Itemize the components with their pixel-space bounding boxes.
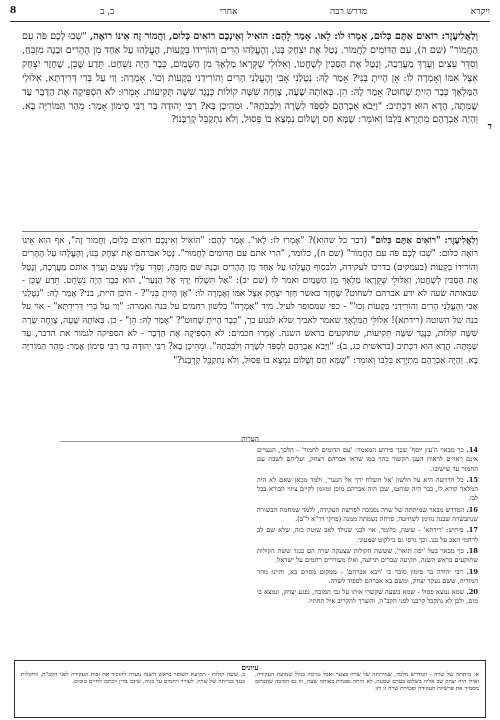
footnotes bbox=[22, 446, 478, 659]
insights-title: עיונים bbox=[241, 663, 259, 672]
header-section: כ, ב bbox=[100, 7, 115, 17]
insights-paragraph: א. מיתתה של שרה - המדרש מלמד, שמיתתה של שרה בצער ואבל נגרמה בגלל שמועת העקידה, ואילו היה יצחק שב אליה בשלום בטרם שמעה, לא היתה נפטרת באותה שעה, וזו גם הסיבה שהכתוב מסמיך את פרשיות העקידה ופטירת שרה זו לזו. bbox=[255, 672, 479, 693]
header-parasha: אחרי bbox=[220, 7, 238, 17]
section-divider bbox=[22, 231, 478, 232]
footnote-text: רבי יהודה בר סימון סובר כי 'ויבא אברהם' - ממקום מסוים בא, והיינו מהר המוריה, ששם נעקד יצחק, ומשם בא אברהם לספוד לשרה. bbox=[257, 567, 478, 585]
footnote bbox=[257, 446, 478, 474]
running-header bbox=[10, 6, 490, 20]
footnote-text: שמא נמצא פסול - שמא בשעה שקשרו אותו על גבי המזבח, נפגע יצחק, ונמצא בו מום, ולכן לא נתקבל קרבנו לפני הקב"ה, והוצרך להקריב איל תחתיו. bbox=[257, 588, 478, 606]
notes-heading: הערות bbox=[241, 435, 259, 443]
header-rule bbox=[10, 21, 490, 22]
footnote-number: 18. bbox=[466, 546, 478, 555]
footnote bbox=[257, 547, 478, 566]
page-number: 8 bbox=[10, 6, 17, 16]
header-book: ויקרא bbox=[470, 7, 490, 17]
commentary bbox=[22, 235, 478, 432]
main-text-body: "שְׁבוּ לָכֶם פֹּה עִם הַחֲמוֹר" (שם ה), עִם הַדּוֹמִים לַחֲמוֹר. נָטַל אֶת יִצְחָק בְּנוֹ, וְהֶעֱלָהוּ הָרִים וְהוֹרִידוֹ בְּקָעוֹת, הֶעֱלָהוּ עַל אַחַד מִן הֶהָרִים וּבָנָה מִזְבֵּחַ, וְסִדֵּר עֵצִים וְעָרַךְ מַעֲרָכָה, וְנָטַל אֶת הַסַּכִּין לְשָׁחֳטוֹ, וְאִלּוּלֵי שֶׁקְּרָאוֹ מַלְאָךְ מִן הַשָּׁמַיִם, כְּבָר הָיָה נִשְׁחָט. תֵּדַע שֶׁכֵּן, שֶׁחָזַר יִצְחָק אֵצֶל אִמּוֹ וְאָמְרָה לוֹ: אָן הָיִיתָ בְּנִי? אָמַר לָהּ: נְטָלַנִי אָבִי וְהֶעֱלַנִי הָרִים וְהוֹרִידַנִי בְּקָעוֹת וְכוּ'. אָמְרָה: וַוי עַל בְּרִי דְּרִידְתָּא, אִלּוּלֵי הַמַּלְאָךְ כְּבָר הָיִיתָ שָׁחוּט? אָמַר לָהּ: הֵן. בְּאוֹתָהּ שָׁעָה, צָוְחָה שִׁשָּׁה קוֹלוֹת כְּנֶגֶד שִׁשָּׁה תְּקִיעוֹת. אָמְרוּ: לֹא הִסְפִּיקָה אֶת הַדָּבָר עַד שֶׁמֵּתָה, הֲדָא הוּא דִכְתִיב: "וַיָּבֹא אַבְרָהָם לִסְפֹּד לְשָׂרָה וְלִבְכֹּתָהּ". וּמֵהֵיכָן בָּא? רַבִּי יְהוּדָה בַּר רַבִּי סִימוֹן אָמַר: מֵהַר הַמּוֹרִיָּה בָּא. וְהָיָה אַבְרָהָם מִתְיָרֵא בִּלְבּוֹ וְאוֹמֵר: שֶׁמָּא חַס וְשָׁלוֹם נִמְצָא בוֹ פְּסוּל, וְלֹא נִתְקַבֵּל קָרְבָּנוֹ? bbox=[22, 31, 478, 126]
notes-rule bbox=[60, 441, 440, 442]
footnote-text: כך מבאר בעל 'יפה תואר', שששת הקולות שצעקה שרה הם כנגד ששת הקולות שתוקעים בראש השנה, תקיעה שברים תרועה, ואלו מעוררים רחמים על ישראל. bbox=[257, 546, 478, 565]
footnote-number: 16. bbox=[466, 505, 478, 514]
insights-body bbox=[15, 672, 485, 694]
footnote-text: המדרש מבאר שמיתתה של שרה נסמכה לפרשת העקידה, ללמד שמחמת הבשורה שנתבשרה שבנה נזדמן לשחיטה, פרחה נשמתה ממנה (פרקי דר"א ל"ב). bbox=[257, 505, 478, 524]
margin-letter: ד bbox=[487, 122, 492, 132]
main-text-lead: וְלַאֲלִיעֶזֶר: רוֹאִים אַתֶּם כְּלוּם, אָמְרוּ לוֹ: לָאו. אָמַר לָהֶם: הוֹאִיל וְאֵינְכֶם רוֹאִים כְּלוּם, וַחֲמוֹר זֶה אֵינוֹ רוֹאֶה, bbox=[89, 31, 478, 42]
commentary-lead: וְלַאֲלִיעֶזֶר: "רוֹאִים אַתֶּם כְּלוּם" bbox=[370, 236, 478, 246]
footnote bbox=[257, 476, 478, 504]
footnote bbox=[257, 568, 478, 587]
commentary-body: (דבר כל שהוא)? "אָמְרוּ לוֹ: לָאו". אָמַר לָהֶם: "הוֹאִיל וְאֵינְכֶם רוֹאִים כְּלוּם, וַחֲמוֹר זֶה", אף הוא אֵינוֹ רוֹאֶה כלום: "שְׁבוּ לָכֶם פֹּה עִם הַחֲמוֹר" (שם ה), כלומר, "הרי אתם עִם הַדּוֹמִים לַחֲמוֹר". נָטַל אברהם אֶת יִצְחָק בְּנוֹ, וְהֶעֱלָהוּ עַל הֶהָרִים וְהוֹרִידוֹ בְּקָעוֹת (בעמקים) בדרכו לעקידה, ולבסוף הֶעֱלָהוּ עַל אַחַד מִן הֶהָרִים וּבָנָה שם מִזְבֵּחַ, וְסִדֵּר עָלָיו עֵצִים וְעָרַךְ אותם מַעֲרָכָה, וְנָטַל אֶת הַסַּכִּין לְשָׁחֳטוֹ, וְאִלּוּלֵי שֶׁקְּרָאוֹ מַלְאָךְ מִן הַשָּׁמַיִם ואמר לו (שם יב): "אַל תִּשְׁלַח יָדְךָ אֶל הַנַּעַר", הוא כְּבָר הָיָה נִשְׁחָט. תֵּדַע שֶׁכֵּן - שבאותה שעה לא ידע אברהם לשחוט? שֶׁחָזַר כאשר חָזַר יִצְחָק אֵצֶל אִמּוֹ וְאָמְרָה לוֹ: "אָן הָיִיתָ בְּנִי"? - היכן היית, בני? אָמַר לָהּ: "נְטָלַנִי אָבִי וְהֶעֱלַנִי הָרִים וְהוֹרִידַנִי בְּקָעוֹת וְכוּ'" - כפי שמסופר לעיל. מיד "אָמְרָה" בלשון רחמים על בנה ואמרה: "וַוי עַל בְּרִי דְּרִידְתָּא" - אוי על בנה של השוטה (רידתא)! אִלּוּלֵי הַמַּלְאָךְ שאמר לאביך שלא לנגוע בך, "כְּבָר הָיִיתָ שָׁחוּט"? "אָמַר לָהּ: הֵן" - כן. בְּאוֹתָהּ שָׁעָה, צָוְחָה שָׂרָה שִׁשָּׁה קוֹלוֹת, כְּנֶגֶד שִׁשָּׁה תְּקִיעוֹת, שתוקעים בראש השנה. אָמְרוּ חכמים: לֹא הִסְפִּיקָה אֶת הַדָּבָר - לא הספיקה לגמור את הדבר, עַד שֶׁמֵּתָה. הֲדָא הוּא דִכְתִיב (בראשית כג, ב): "וַיָּבֹא אַבְרָהָם לִסְפֹּד לְשָׂרָה וְלִבְכֹּתָהּ". וּמֵהֵיכָן בָּא? רַבִּי יְהוּדָה בַּר רַבִּי סִימוֹן אָמַר: מֵהַר הַמּוֹרִיָּה בָּא. וְהָיָה אַבְרָהָם מִתְיָרֵא בִּלְבּוֹ וְאוֹמֵר: "שֶׁמָּא חַס וְשָׁלוֹם נִמְצָא בוֹ פְּסוּל, וְלֹא נִתְקַבֵּל קָרְבָּנוֹ?" bbox=[22, 236, 478, 366]
insights-paragraph: ב. ששה קולות - תקיעת השופר בראש השנה נועדה להזכיר את זכות העקידה לפני הקב"ה, והקולות כנגד בכייתה של שרה, לעורר רחמים על בניה, שיזכו בדין ויכתבו לחיים טובים. bbox=[21, 672, 245, 686]
footnote-number: 20. bbox=[466, 588, 478, 597]
footnote bbox=[257, 588, 478, 607]
footnote-text: פירוש: 'רידתא' - שוטה, כלומר, אוי לבני שנולד לאב שוטה כזה, שלא שם לב לרחמי האב על בנו. וכך גרסו גם בילקוט שמעוני. bbox=[257, 526, 478, 544]
footnote-text: כך מבאר ה'עץ יוסף' שכך פירוש המאמר: 'עם הדומים לחמור' - הלכך, הנערים אינם ראויים לראות הענן הקשור בהר כמו שראו אברהם ויצחק, ועליהם לשבת עם החמור עד שישובו. bbox=[257, 446, 478, 473]
footnote-number: 14. bbox=[466, 446, 478, 454]
main-text bbox=[22, 30, 478, 226]
footnote-number: 15. bbox=[466, 475, 478, 484]
footnote bbox=[257, 506, 478, 525]
header-work: מדרש רבה bbox=[330, 7, 368, 17]
footnote-text: כל הדרשה היא על הלשון 'אל תשלח ידך אל הנער', ולמד מכאן שאם לא היה המלאך קורא לו, כבר היה שוחטו, שכן היה אברהם מוכן ומזומן לקיים ציווי הבורא בכל לבו. bbox=[257, 475, 478, 503]
footnote-number: 17. bbox=[466, 526, 478, 535]
insights-box bbox=[14, 660, 486, 718]
footnote-number: 19. bbox=[466, 567, 478, 576]
footnote bbox=[257, 526, 478, 545]
